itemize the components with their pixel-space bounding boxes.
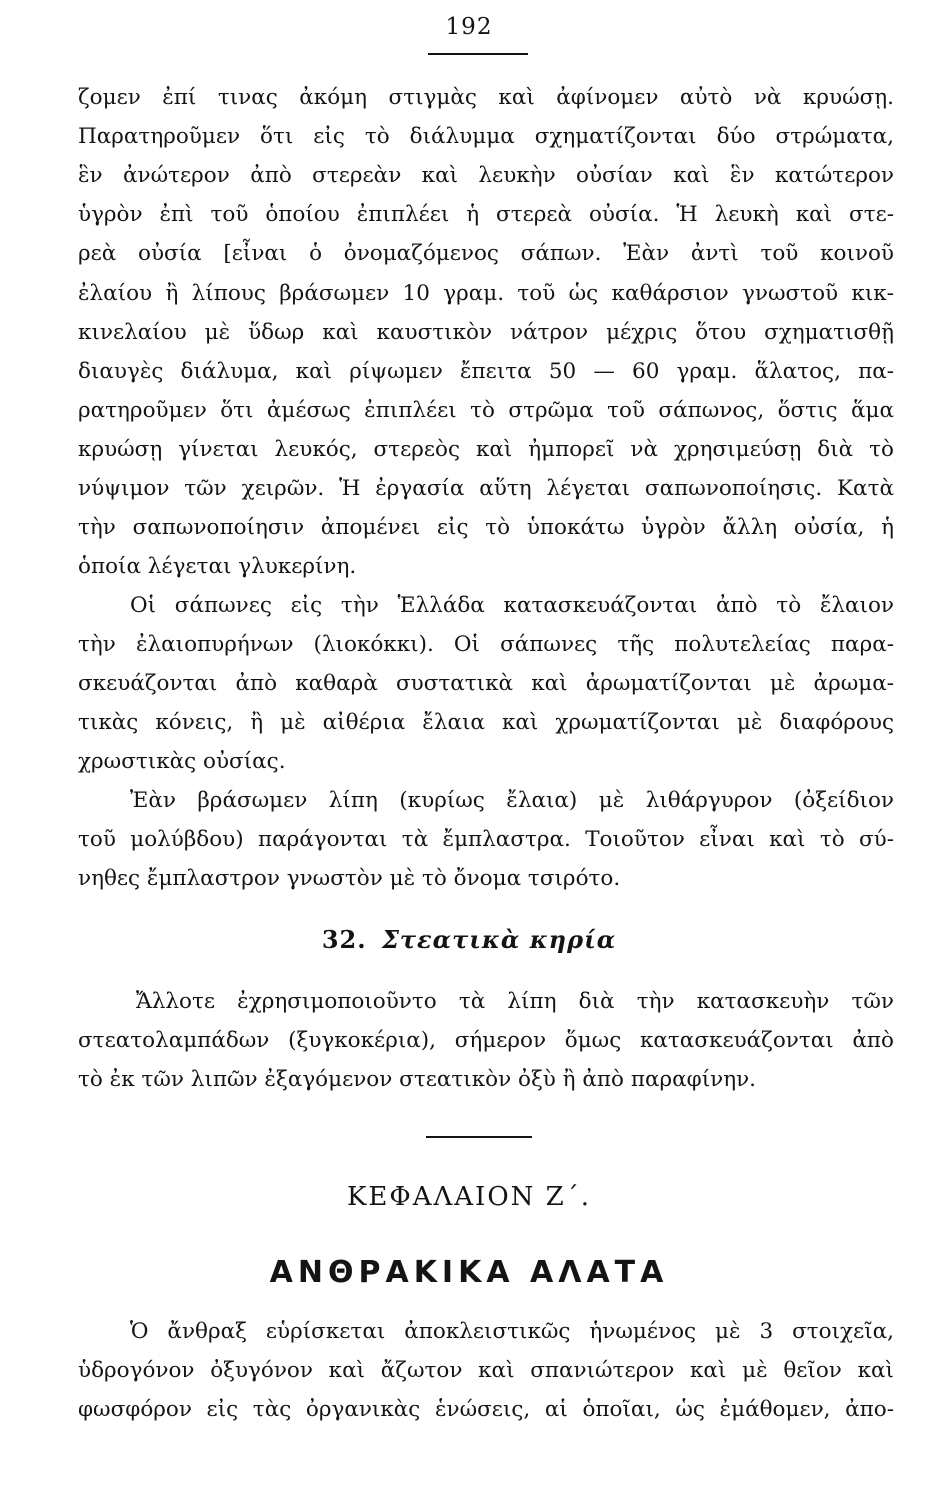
text-line: ὑγρὸν ἐπὶ τοῦ ὁποίου ἐπιπλέει ἡ στερεὰ οὐσία. Ἡ λευκὴ καὶ στε- — [78, 202, 894, 227]
section-divider — [426, 1136, 532, 1138]
text-line: ἐλαίου ἢ λίπους βράσωμεν 10 γραμ. τοῦ ὡς καθάρσιον γνωστοῦ κικ- — [78, 281, 894, 306]
text-line: ρεὰ οὐσία [εἶναι ὁ ὀνομαζόμενος σάπων. Ἐὰν ἀντὶ τοῦ κοινοῦ — [78, 241, 894, 266]
text-line: φωσφόρον εἰς τὰς ὀργανικὰς ἑνώσεις, αἱ ὁποῖαι, ὡς ἐμάθομεν, ἀπο- — [78, 1397, 894, 1422]
text-line: διαυγὲς διάλυμα, καὶ ρίψωμεν ἔπειτα 50 — 60 γραμ. ἅλατος, πα- — [78, 359, 894, 384]
chapter-title: ΚΕΦΑΛΑΙΟΝ Ζ΄. — [347, 1182, 591, 1212]
text-line: στεατολαμπάδων (ξυγκοκέρια), σήμερον ὅμως κατασκευάζονται ἀπὸ — [78, 1028, 894, 1053]
text-line: Ὁ ἄνθραξ εὑρίσκεται ἀποκλειστικῶς ἡνωμένος μὲ 3 στοιχεῖα, — [130, 1319, 894, 1344]
text-line: ὁποία λέγεται γλυκερίνη. — [78, 554, 357, 579]
text-line: τικὰς κόνεις, ἢ μὲ αἰθέρια ἔλαια καὶ χρωματίζονται μὲ διαφόρους — [78, 710, 894, 735]
section-heading — [0, 925, 938, 954]
header-rule — [428, 53, 528, 55]
text-line: χρωστικὰς οὐσίας. — [78, 749, 286, 774]
text-line: ζομεν ἐπί τινας ἀκόμη στιγμὰς καὶ ἀφίνομεν αὐτὸ νὰ κρυώσῃ. — [78, 85, 894, 110]
text-line: σκευάζονται ἀπὸ καθαρὰ συστατικὰ καὶ ἀρωματίζονται μὲ ἀρωμα- — [78, 671, 894, 696]
text-line: κρυώσῃ γίνεται λευκός, στερεὸς καὶ ἠμπορεῖ νὰ χρησιμεύσῃ διὰ τὸ — [78, 437, 894, 462]
text-line: τὸ ἐκ τῶν λιπῶν ἐξαγόμενον στεατικὸν ὀξὺ ἢ ἀπὸ παραφίνην. — [78, 1067, 756, 1092]
chapter-subtitle: ΑΝΘΡΑΚΙΚΑ ΑΛΑΤΑ — [269, 1255, 669, 1290]
text-line: Ἄλλοτε ἐχρησιμοποιοῦντο τὰ λίπη διὰ τὴν κατασκευὴν τῶν — [136, 989, 894, 1014]
text-line: ὑδρογόνον ὀξυγόνον καὶ ἄζωτον καὶ σπανιώτερον καὶ μὲ θεῖον καὶ — [78, 1358, 894, 1383]
text-line: κινελαίου μὲ ὕδωρ καὶ καυστικὸν νάτρον μέχρις ὅτου σχηματισθῇ — [78, 320, 894, 345]
text-line: τὴν ἐλαιοπυρήνων (λιοκόκκι). Οἱ σάπωνες τῆς πολυτελείας παρα- — [78, 632, 894, 657]
text-line: Οἱ σάπωνες εἰς τὴν Ἑλλάδα κατασκευάζονται ἀπὸ τὸ ἔλαιον — [130, 593, 894, 618]
section-title: Στεατικὰ κηρία — [381, 925, 617, 954]
text-line: νύψιμον τῶν χειρῶν. Ἡ ἐργασία αὕτη λέγεται σαπωνοποίησις. Κατὰ — [78, 476, 894, 501]
section-number: 32. — [321, 925, 367, 954]
page-number: 192 — [445, 14, 493, 40]
text-line: νηθες ἔμπλαστρον γνωστὸν μὲ τὸ ὄνομα τσιρότο. — [78, 866, 621, 891]
text-line: τοῦ μολύβδου) παράγονται τὰ ἔμπλαστρα. Τοιοῦτον εἶναι καὶ τὸ σύ- — [78, 827, 894, 852]
text-line: ἓν ἀνώτερον ἀπὸ στερεὰν καὶ λευκὴν οὐσίαν καὶ ἓν κατώτερον — [78, 163, 894, 188]
text-line: Παρατηροῦμεν ὅτι εἰς τὸ διάλυμμα σχηματίζονται δύο στρώματα, — [78, 124, 894, 149]
text-line: ρατηροῦμεν ὅτι ἀμέσως ἐπιπλέει τὸ στρῶμα τοῦ σάπωνος, ὅστις ἅμα — [78, 398, 894, 423]
text-line: Ἐὰν βράσωμεν λίπη (κυρίως ἔλαια) μὲ λιθάργυρον (ὀξείδιον — [130, 788, 894, 813]
text-line: τὴν σαπωνοποίησιν ἀπομένει εἰς τὸ ὑποκάτω ὑγρὸν ἄλλη οὐσία, ἡ — [78, 515, 894, 540]
